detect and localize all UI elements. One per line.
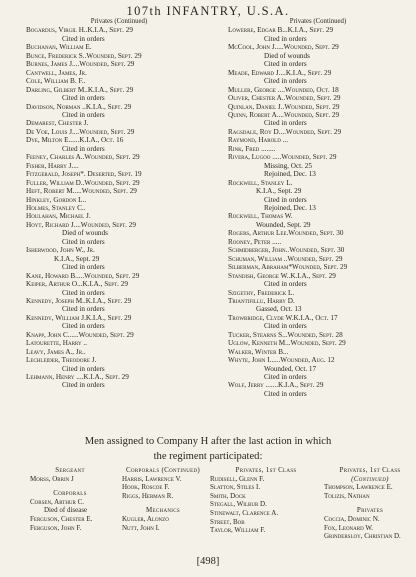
- roster-entry: Cantwell, James, Jr.: [26, 68, 87, 77]
- roster-note: Cited in orders: [62, 144, 105, 153]
- group-subheading: (Continued): [351, 474, 389, 483]
- roster-entry: Feeney, Charles A..Wounded, Sept. 29: [26, 153, 140, 162]
- roster-entry: Burnes, James J....Wounded, Sept. 29: [26, 60, 135, 69]
- roster-entry: Hoyt, Richard J....Wounded, Sept. 29: [26, 220, 136, 229]
- roster-entry: Fuller, William D..Wounded, Sept. 29: [26, 178, 140, 187]
- roster-entry: Quinlan, Daniel J..Wounded, Sept. 29: [228, 102, 340, 111]
- group-name: Thompson, Lawrence E.: [324, 483, 393, 492]
- assigned-heading: [0, 434, 416, 464]
- roster-note: Cited in orders: [62, 263, 105, 272]
- roster-note: Wounded, Sept. 29: [256, 220, 311, 229]
- roster-note: Rejoined, Dec. 13: [264, 203, 316, 212]
- group-privates-first-class: [210, 466, 322, 535]
- roster-note: Cited in orders: [62, 34, 105, 43]
- roster-entry: Oliver, Chester A..Wounded, Sept. 29: [228, 94, 341, 103]
- group-name: Hook, Roscoe F.: [122, 483, 170, 492]
- roster-entry: Fitzgerald, Joseph*. Deserted, Sept. 19: [26, 170, 142, 179]
- roster-note: Cited in orders: [62, 110, 105, 119]
- group-heading: Corporals (Continued): [126, 466, 200, 474]
- group-heading: Sergeant: [55, 466, 85, 474]
- roster-entry: Holmes, Stanley C..: [26, 203, 86, 212]
- roster-entry: Hinkley, Gordon L..: [26, 195, 87, 204]
- group-name: Stinewalt, Clarence A.: [210, 508, 279, 517]
- roster-note: Cited in orders: [264, 34, 307, 43]
- roster-entry: Bogardus, Virgil H..K.I.A., Sept. 29: [26, 26, 133, 35]
- roster-entry: Rink, Fred ........: [228, 144, 276, 153]
- roster-entry: Meade, Edward J....K.I.A., Sept. 29: [228, 68, 332, 77]
- roster-entry: Uglow, Kenneth M...Wounded, Sept. 29: [228, 339, 346, 348]
- roster-entry: Latourette, Harry ..: [26, 339, 87, 348]
- group-corporals-mechanics: [122, 466, 204, 532]
- column-heading-right: Privates (Continued): [289, 18, 347, 25]
- roster-entry: Buchanan, William E.: [26, 43, 92, 52]
- roster-note: Cited in orders: [62, 94, 105, 103]
- roster-note: Cited in orders: [62, 288, 105, 297]
- column-heading-left: Privates (Continued): [90, 18, 148, 25]
- assigned-heading-line1: Men assigned to Company H after the last action in which: [84, 436, 332, 447]
- roster-entry: Dye, Milton E......K.I.A., Oct. 16: [26, 136, 124, 145]
- roster-note: K.I.A., Sept. 29: [54, 254, 100, 263]
- roster-entry: Kennedy, Joseph M..K.I.A., Sept. 29: [26, 296, 132, 305]
- group-heading: Privates, 1st Class: [235, 466, 297, 474]
- group-heading: Mechanics: [146, 506, 180, 515]
- roster-note: Cited in orders: [62, 322, 105, 331]
- roster-note: Cited in orders: [264, 373, 307, 382]
- roster-entry: Quinn, Robert A....Wounded, Sept. 29: [228, 110, 340, 119]
- roster-entry: McCool, John J.....Wounded, Sept. 29: [228, 43, 339, 52]
- roster-entry: Rockwell, Thomas W.: [228, 212, 293, 221]
- roster-entry: Whyte, John I......Wounded, Aug. 12: [228, 356, 335, 365]
- roster-note: Cited in orders: [264, 60, 307, 69]
- roster-entry: Tucker, Stearns S...Wounded, Sept. 28: [228, 330, 343, 339]
- roster-note: Cited in orders: [62, 237, 105, 246]
- roster-entry: De Voe, Louis J....Wounded, Sept. 29: [26, 127, 135, 136]
- roster-entry: Triantifillu, Harry D.: [228, 296, 295, 305]
- group-name: Street, Bob: [210, 517, 245, 526]
- roster-entry: Isherwood, John W., Jr.: [26, 246, 95, 255]
- group-name: Tolizis, Nathan: [324, 491, 370, 500]
- roster-column-right: [228, 18, 408, 398]
- roster-lines-left: [26, 26, 212, 389]
- group-name: Kugler, Alonzo: [122, 514, 169, 523]
- roster-entry: Szigethy, Frederick L.: [228, 288, 295, 297]
- group-name: Harris, Lawrence V.: [122, 474, 182, 483]
- group-name: Ferguson, Chester E.: [30, 514, 93, 523]
- group-name: Stegall, Wilbur D.: [210, 500, 267, 509]
- roster-lines-right: [228, 26, 408, 398]
- roster-note: Cited in orders: [264, 77, 307, 86]
- roster-column-left: [26, 18, 212, 390]
- roster-entry: Schmidberger, John..Wounded, Sept. 30: [228, 246, 345, 255]
- page-number: [498]: [196, 556, 220, 567]
- group-name: Morss, Orrin J: [30, 474, 74, 483]
- roster-note: Cited in orders: [264, 389, 307, 398]
- roster-note: Cited in orders: [62, 305, 105, 314]
- group-note: Died of disease: [44, 506, 88, 515]
- group-name: Taylor, William F.: [210, 526, 266, 535]
- roster-entry: Darling, Gilbert M..K.I.A., Sept. 29: [26, 85, 134, 94]
- roster-entry: Heft, Robert M.....Wounded, Sept. 29: [26, 187, 137, 196]
- roster-entry: Raymond, Harold ...: [228, 136, 289, 145]
- roster-note: Missing, Oct. 25: [264, 161, 312, 170]
- roster-entry: Lowerre, Edgar B...K.I.A., Sept. 29: [228, 26, 334, 35]
- roster-entry: Houlahan, Michael J.: [26, 212, 91, 221]
- assigned-heading-line2: the regiment participated:: [153, 451, 263, 462]
- roster-note: Wounded, Oct. 17: [264, 364, 317, 373]
- roster-note: Died of wounds: [264, 51, 310, 60]
- group-name: Grindersloy, Christian D.: [324, 532, 401, 541]
- roster-entry: Cole, William B. F..: [26, 77, 86, 86]
- group-name: Coccia, Dominic N.: [324, 514, 380, 523]
- roster-entry: Demarest, Chester J.: [26, 119, 89, 128]
- roster-entry: Davidson, Norman ..K.I.A., Sept. 29: [26, 102, 132, 111]
- roster-entry: Rockwell, Stanley L.: [228, 178, 293, 187]
- roster-entry: Walker, Winter B...: [228, 347, 289, 356]
- roster-entry: Ragsdale, Roy D....Wounded, Sept. 29: [228, 127, 342, 136]
- roster-entry: Fisher, Harry J....: [26, 161, 79, 170]
- group-heading: Corporals: [53, 489, 87, 498]
- roster-note: Cited in orders: [264, 119, 307, 128]
- roster-note: K.I.A., Sept. 29: [256, 187, 302, 196]
- roster-entry: Keiper, Arthur O...K.I.A., Sept. 29: [26, 280, 128, 289]
- roster-entry: Rooney, Peter .....: [228, 237, 282, 246]
- group-name: Ferguson, John F.: [30, 523, 82, 532]
- roster-note: Rejoined, Dec. 13: [264, 170, 316, 179]
- group-heading: Privates: [356, 506, 384, 515]
- roster-note: Gassed, Oct. 13: [256, 305, 302, 314]
- roster-entry: Trowbridge, Clyde W.K.I.A., Oct. 17: [228, 313, 338, 322]
- roster-note: Cited in orders: [264, 280, 307, 289]
- roster-entry: Standish, George W..K.I.A., Sept. 29: [228, 271, 336, 280]
- group-heading: Privates, 1st Class: [339, 466, 401, 474]
- roster-entry: Rogers, Arthur Lee.Wounded, Sept. 30: [228, 229, 344, 238]
- roster-note: Cited in orders: [264, 195, 307, 204]
- group-privates-continued: [324, 466, 416, 541]
- group-name: Corsen, Arthur C.: [30, 497, 85, 506]
- group-name: Rudisell, Glenn F.: [210, 474, 265, 483]
- roster-entry: Kennedy, William J.K.I.A., Sept. 29: [26, 313, 132, 322]
- roster-entry: Rivera, Lugoo .....Wounded, Sept. 29: [228, 153, 337, 162]
- group-name: Fox, Leonard W.: [324, 523, 374, 532]
- group-name: Riggs, Herman R.: [122, 491, 174, 500]
- group-name: Nutt, John I.: [122, 523, 160, 532]
- roster-entry: Kane, Howard B.....Wounded, Sept. 29: [26, 271, 140, 280]
- group-sergeant-corporals: [30, 466, 110, 532]
- page-title: 107th INFANTRY, U.S.A.: [126, 4, 290, 18]
- roster-entry: Schuman, William ..Wounded, Sept. 29: [228, 254, 343, 263]
- roster-entry: Muller, George ....Wounded, Oct. 18: [228, 85, 339, 94]
- roster-entry: Leavy, James A., Jr..: [26, 347, 86, 356]
- group-name: Smith, Dock: [210, 491, 246, 500]
- roster-entry: Knapp, John C......Wounded, Sept. 29: [26, 330, 134, 339]
- roster-entry: Lehmann, Henry ....K.I.A., Sept. 29: [26, 373, 129, 382]
- roster-entry: Bunce, Frederick S..Wounded, Sept. 29: [26, 51, 142, 60]
- group-name: Slatton, Stiles I.: [210, 483, 261, 492]
- roster-entry: Silberman, Abraham*Wounded, Sept. 29: [228, 263, 348, 272]
- roster-note: Cited in orders: [62, 364, 105, 373]
- roster-entry: Wolf, Jerry .......K.I.A., Sept. 29: [228, 381, 324, 390]
- roster-note: Died of wounds: [62, 229, 108, 238]
- roster-entry: Lechleider, Theodore J.: [26, 356, 97, 365]
- roster-note: Cited in orders: [62, 381, 105, 390]
- roster-note: Cited in orders: [264, 322, 307, 331]
